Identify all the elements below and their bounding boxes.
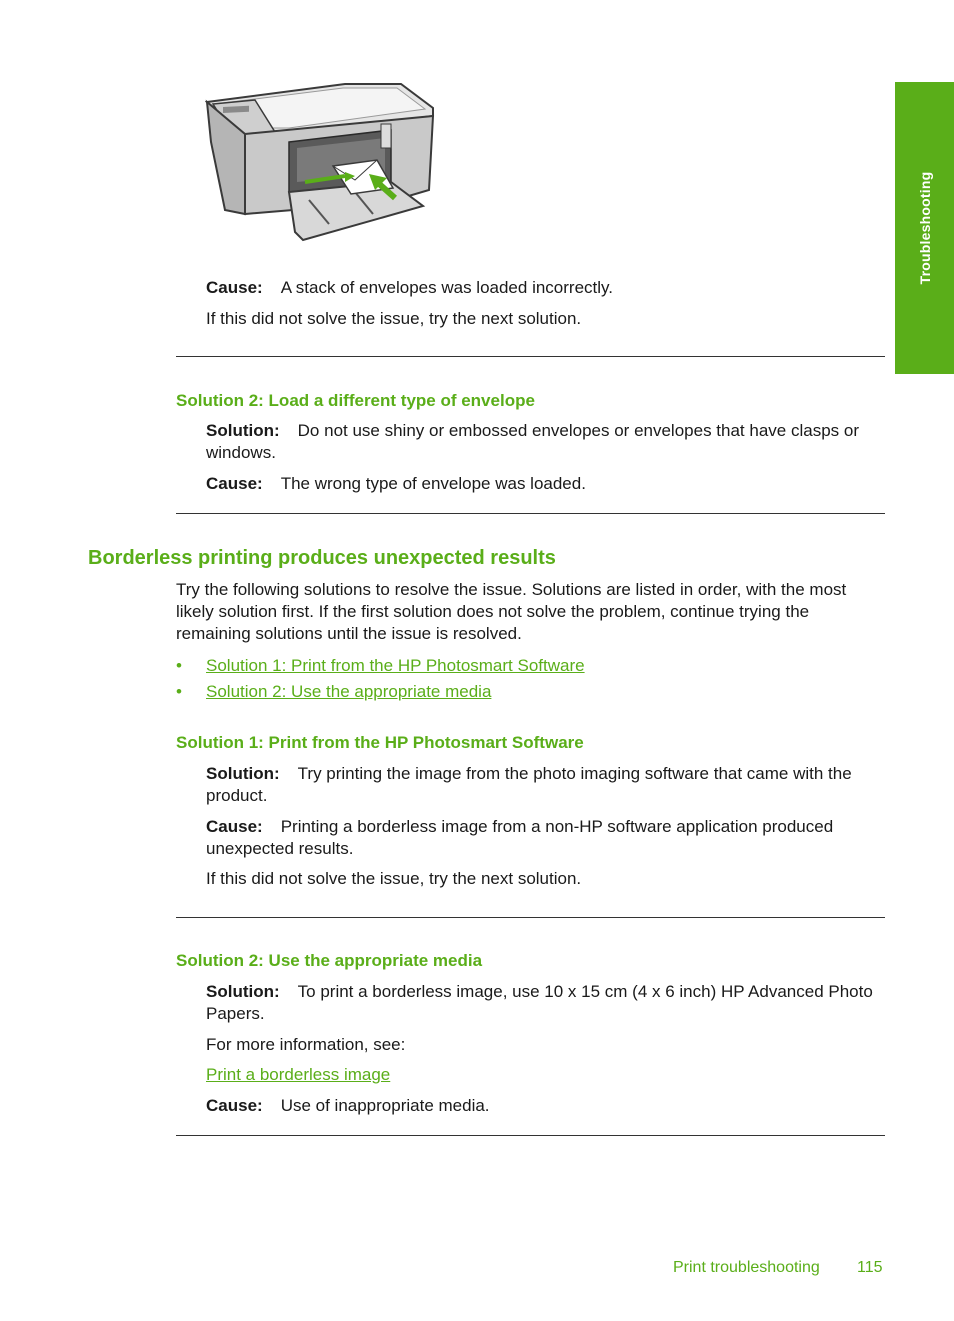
cause-line-top <box>206 277 886 299</box>
cause-text: Use of inappropriate media. <box>280 1096 490 1115</box>
cause-text: The wrong type of envelope was loaded. <box>280 474 586 493</box>
borderless-solution1-solution <box>206 763 886 807</box>
cause-text: A stack of envelopes was loaded incorrectly. <box>280 278 613 297</box>
section-divider <box>176 356 885 357</box>
borderless-solution2-heading: Solution 2: Use the appropriate media <box>176 951 483 970</box>
borderless-intro: Try the following solutions to resolve the issue. Solutions are listed in order, with the most likely solution first. If the first solution does not solve the problem, continue trying the remaining solutions until the issue is resolved. <box>176 580 847 643</box>
borderless-solution1-cause <box>206 816 886 860</box>
link-print-borderless-image[interactable]: Print a borderless image <box>206 1065 391 1084</box>
side-tab-label: Troubleshooting <box>916 171 933 285</box>
section-divider <box>176 1135 885 1136</box>
envelope-solution2-heading: Solution 2: Load a different type of envelope <box>176 391 535 410</box>
borderless-solution2-solution <box>206 981 886 1025</box>
envelope-solution2-cause <box>206 473 886 495</box>
cause-text: Printing a borderless image from a non-HP software application produced unexpected results. <box>206 817 834 858</box>
borderless-heading: Borderless printing produces unexpected results <box>88 547 556 569</box>
printer-illustration <box>205 82 437 244</box>
solution-label: Solution: <box>206 421 280 440</box>
next-solution-note: If this did not solve the issue, try the next solution. <box>206 309 582 328</box>
cause-label: Cause: <box>206 1096 263 1115</box>
cause-label: Cause: <box>206 817 263 836</box>
section-divider <box>176 917 885 918</box>
more-info-text: For more information, see: <box>206 1035 406 1054</box>
footer-page-number: 115 <box>857 1259 883 1276</box>
cause-label: Cause: <box>206 474 263 493</box>
bullet-marker: • <box>176 682 182 701</box>
link-solution1[interactable]: Solution 1: Print from the HP Photosmart Software <box>206 656 585 675</box>
side-tab-troubleshooting[interactable] <box>895 82 954 374</box>
cause-label: Cause: <box>206 278 263 297</box>
footer-section-title: Print troubleshooting <box>673 1259 820 1276</box>
borderless-solution1-heading: Solution 1: Print from the HP Photosmart Software <box>176 733 584 752</box>
envelope-solution2-solution <box>206 420 886 464</box>
section-divider <box>176 513 885 514</box>
next-solution-note: If this did not solve the issue, try the next solution. <box>206 869 582 888</box>
bullet-marker: • <box>176 656 182 675</box>
solution-label: Solution: <box>206 764 280 783</box>
solution-text: To print a borderless image, use 10 x 15 cm (4 x 6 inch) HP Advanced Photo Papers. <box>206 982 873 1023</box>
solution-text: Try printing the image from the photo imaging software that came with the product. <box>206 764 852 805</box>
solution-text: Do not use shiny or embossed envelopes or envelopes that have clasps or windows. <box>206 421 859 462</box>
solution-label: Solution: <box>206 982 280 1001</box>
link-solution2[interactable]: Solution 2: Use the appropriate media <box>206 682 492 701</box>
borderless-solution2-cause <box>206 1095 886 1117</box>
